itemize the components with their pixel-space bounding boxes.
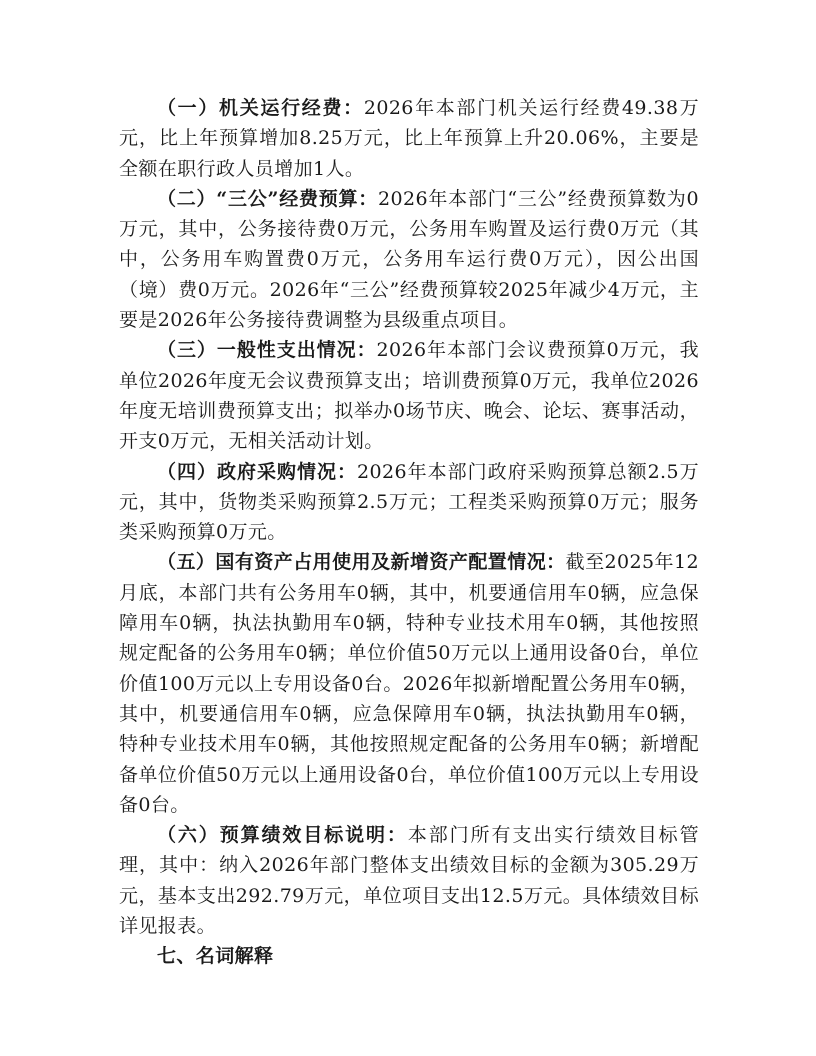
paragraph-body: 2026年本部门机关运行经费49.38万元，比上年预算增加8.25万元，比上年预算上升20.06%，主要是全额在职行政人员增加1人。: [119, 97, 699, 180]
paragraph-heading: （三）一般性支出情况：: [157, 339, 377, 362]
paragraph-admin-operating-costs: [119, 93, 699, 184]
paragraph-body: 截至2025年12月底，本部门共有公务用车0辆，其中，机要通信用车0辆，应急保障用车0辆，执法执勤用车0辆，特种专业技术用车0辆，其他按照规定配备的公务用车0辆；单位价值50万元以上通用设备0台，单位价值100万元以上专用设备0台。2026年拟新增配置公务用车0辆，其中，机要通信用车0辆，应急保障用车0辆，执法执勤用车0辆，特种专业技术用车0辆，其他按照规定配备的公务用车0辆；新增配备单位价值50万元以上通用设备0台，单位价值100万元以上专用设备0台。: [119, 551, 699, 816]
paragraph-heading: （六）预算绩效目标说明：: [157, 824, 408, 847]
paragraph-government-procurement: [119, 457, 699, 548]
paragraph-heading: （四）政府采购情况：: [157, 460, 358, 483]
paragraph-heading: （五）国有资产占用使用及新增资产配置情况：: [157, 551, 566, 574]
paragraph-body: 2026年本部门“三公”经费预算数为0万元，其中，公务接待费0万元，公务用车购置及运行费0万元（其中，公务用车购置费0万元，公务用车运行费0万元），因公出国（境）费0万元。2026年“三公”经费预算较2025年减少4万元，主要是2026年公务接待费调整为县级重点项目。: [119, 187, 699, 332]
paragraph-body: 2026年本部门政府采购预算总额2.5万元，其中，货物类采购预算2.5万元；工程类采购预算0万元；服务类采购预算0万元。: [119, 460, 699, 544]
paragraph-heading: （二）“三公”经费预算：: [157, 187, 379, 210]
document-page: [119, 93, 699, 972]
paragraph-general-expenditure: [119, 335, 699, 456]
section-heading-glossary: 七、名词解释: [157, 945, 274, 968]
paragraph-three-public-expenses: [119, 184, 699, 335]
paragraph-heading: （一）机关运行经费：: [157, 97, 364, 119]
paragraph-body: 2026年本部门会议费预算0万元，我单位2026年度无会议费预算支出；培训费预算0万元，我单位2026年度无培训费预算支出；拟举办0场节庆、晚会、论坛、赛事活动，开支0万元，无相关活动计划。: [119, 339, 699, 453]
paragraph-state-assets: [119, 547, 699, 820]
paragraph-body: 本部门所有支出实行绩效目标管理，其中：纳入2026年部门整体支出绩效目标的金额为305.29万元，基本支出292.79万元，单位项目支出12.5万元。具体绩效目标详见报表。: [119, 824, 699, 938]
paragraph-performance-targets: [119, 820, 699, 941]
